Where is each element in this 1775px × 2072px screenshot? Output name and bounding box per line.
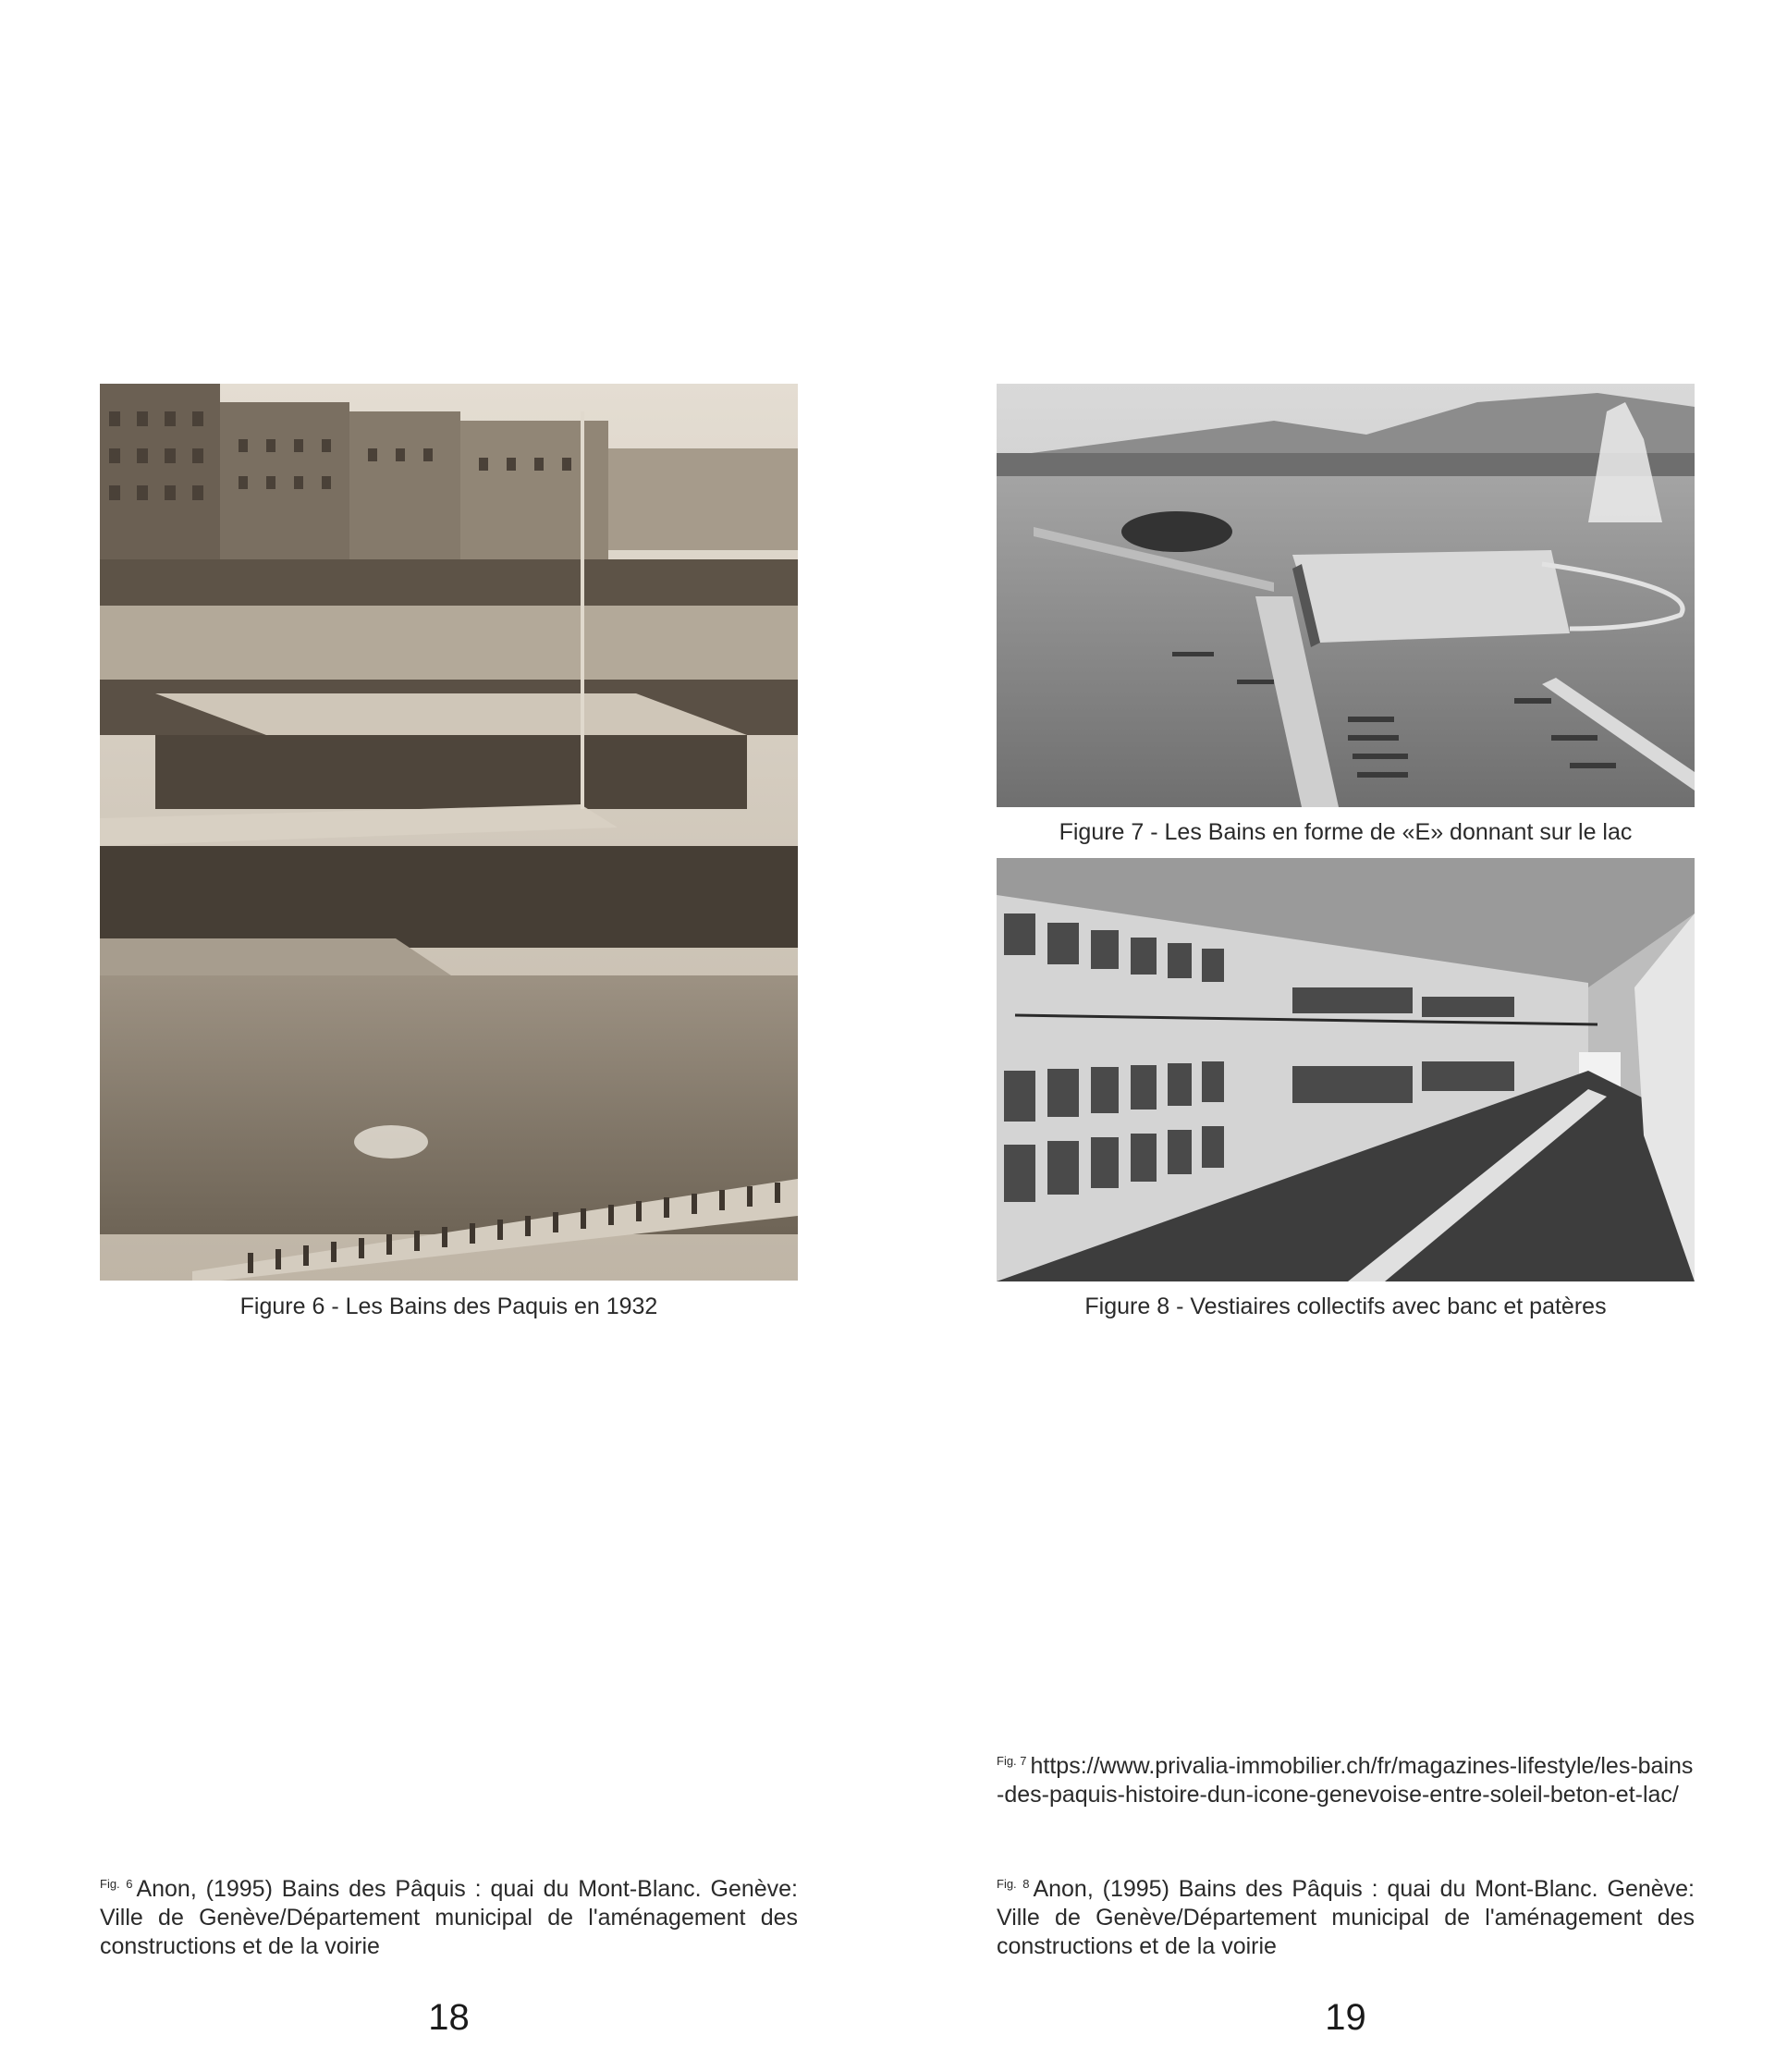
reference-fig-8	[997, 1875, 1695, 1961]
figure-6-photo	[100, 384, 798, 1281]
reference-fig-7	[997, 1752, 1695, 1809]
page-number-left: 18	[428, 1997, 470, 2038]
figure-8-photo	[997, 858, 1695, 1281]
reference-fig-6	[100, 1875, 798, 1961]
figure-7-caption: Figure 7 - Les Bains en forme de «E» donnant sur le lac	[1059, 819, 1633, 845]
figure-7-photo	[997, 384, 1695, 807]
reference-fig-7-text: https://www.privalia-immobilier.ch/fr/magazines-lifestyle/les-bains-des-paquis-histoire-dun-icone-genevoise-entre-soleil-beton-et-lac/	[997, 1753, 1694, 1808]
right-page	[888, 0, 1775, 2072]
figure-8-caption: Figure 8 - Vestiaires collectifs avec banc et patères	[1084, 1293, 1607, 1319]
reference-fig-7-label: Fig. 7	[997, 1753, 1027, 1768]
page-number-right: 19	[1325, 1997, 1366, 2038]
reference-fig-6-label: Fig. 6	[100, 1876, 133, 1891]
reference-fig-6-text: Anon, (1995) Bains des Pâquis : quai du Mont-Blanc. Genève: Ville de Genève/Département municipal de l'aménagement des constructions et de la voirie	[100, 1876, 798, 1959]
reference-fig-8-label: Fig. 8	[997, 1876, 1030, 1891]
reference-fig-8-text: Anon, (1995) Bains des Pâquis : quai du Mont-Blanc. Genève: Ville de Genève/Département municipal de l'aménagement des constructions et de la voirie	[997, 1876, 1695, 1959]
figure-6-caption: Figure 6 - Les Bains des Paquis en 1932	[239, 1293, 658, 1319]
